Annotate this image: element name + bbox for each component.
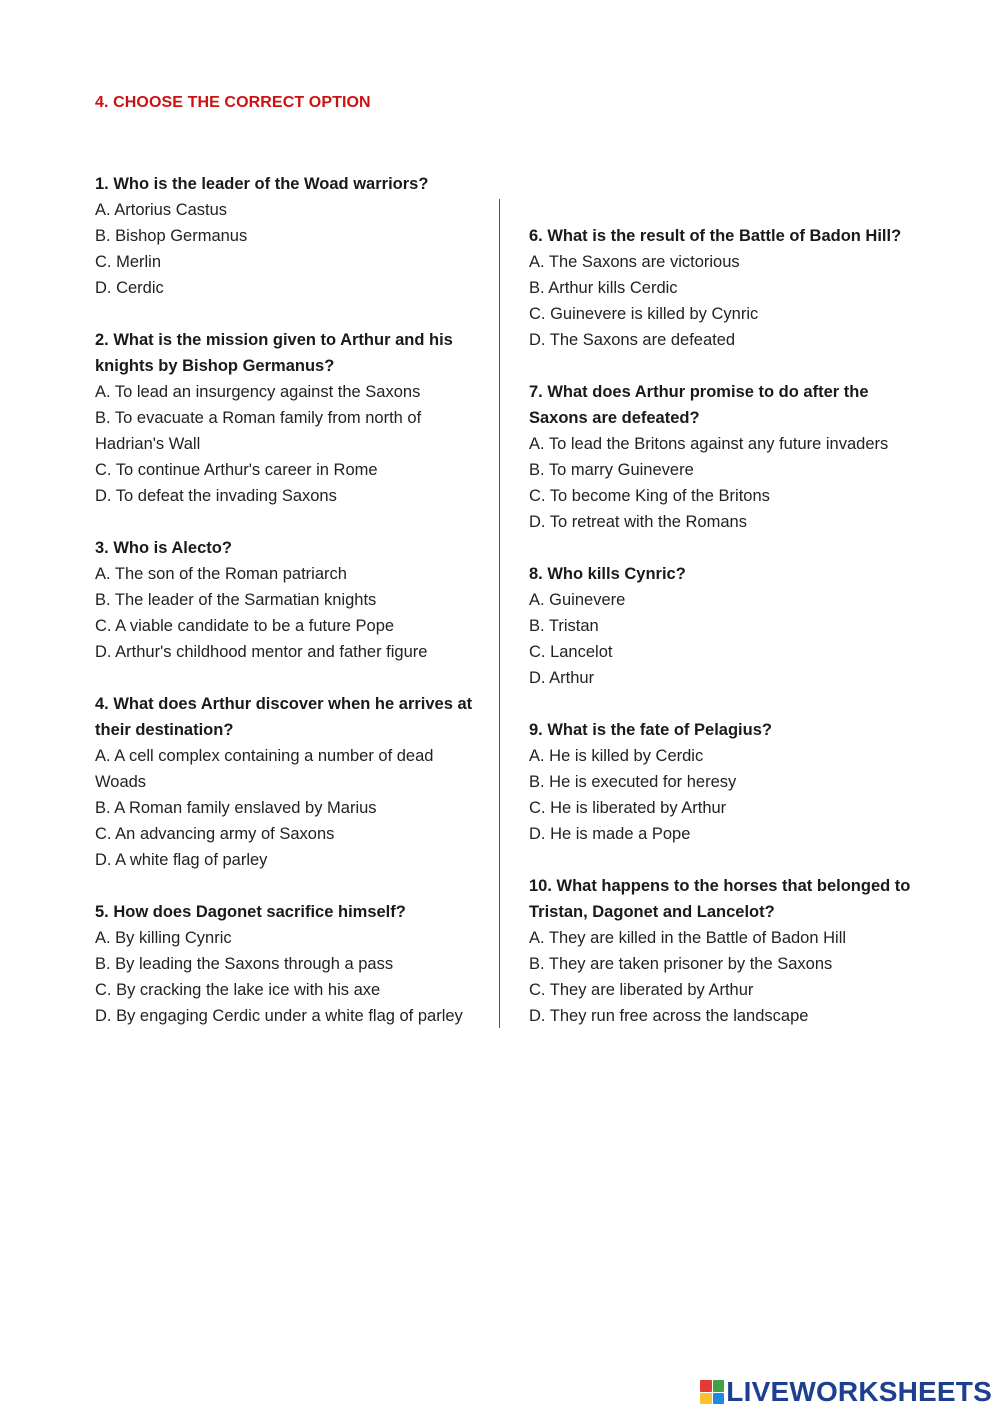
option-list bbox=[529, 249, 919, 353]
option-d[interactable]: D. By engaging Cerdic under a white flag of parley bbox=[95, 1007, 463, 1025]
logo-square-blue bbox=[713, 1393, 725, 1405]
option-c[interactable]: C. To continue Arthur's career in Rome bbox=[95, 461, 378, 479]
option-d[interactable]: D. They run free across the landscape bbox=[529, 1007, 809, 1025]
question-text: 8. Who kills Cynric? bbox=[529, 565, 686, 583]
option-a[interactable]: A. The Saxons are victorious bbox=[529, 253, 740, 271]
option-c[interactable]: C. To become King of the Britons bbox=[529, 487, 770, 505]
question-9 bbox=[529, 717, 919, 847]
logo-square-yellow bbox=[700, 1393, 712, 1405]
option-d[interactable]: D. Arthur's childhood mentor and father figure bbox=[95, 643, 428, 661]
question-8 bbox=[529, 561, 919, 691]
liveworksheets-watermark bbox=[700, 1377, 992, 1407]
option-list bbox=[95, 379, 475, 509]
option-a[interactable]: A. He is killed by Cerdic bbox=[529, 747, 704, 765]
option-b[interactable]: B. To marry Guinevere bbox=[529, 461, 694, 479]
question-6 bbox=[529, 223, 919, 353]
option-list bbox=[95, 561, 475, 665]
option-b[interactable]: B. A Roman family enslaved by Marius bbox=[95, 799, 377, 817]
question-text: 9. What is the fate of Pelagius? bbox=[529, 721, 772, 739]
option-list bbox=[95, 925, 475, 1029]
option-list bbox=[529, 743, 919, 847]
question-text: 3. Who is Alecto? bbox=[95, 539, 232, 557]
option-d[interactable]: D. He is made a Pope bbox=[529, 825, 691, 843]
question-4 bbox=[95, 691, 475, 873]
option-c[interactable]: C. They are liberated by Arthur bbox=[529, 981, 754, 999]
option-d[interactable]: D. A white flag of parley bbox=[95, 851, 268, 869]
logo-square-green bbox=[713, 1380, 725, 1392]
question-2 bbox=[95, 327, 475, 509]
option-b[interactable]: B. Tristan bbox=[529, 617, 599, 635]
option-b[interactable]: B. Arthur kills Cerdic bbox=[529, 279, 678, 297]
option-list bbox=[529, 431, 919, 535]
option-b[interactable]: B. Bishop Germanus bbox=[95, 227, 248, 245]
option-list bbox=[95, 197, 475, 301]
option-d[interactable]: D. To retreat with the Romans bbox=[529, 513, 747, 531]
logo-square-red bbox=[700, 1380, 712, 1392]
question-1 bbox=[95, 171, 475, 301]
column-divider bbox=[499, 199, 500, 1028]
option-a[interactable]: A. Artorius Castus bbox=[95, 201, 228, 219]
option-b[interactable]: B. He is executed for heresy bbox=[529, 773, 737, 791]
option-a[interactable]: A. To lead the Britons against any future invaders bbox=[529, 435, 889, 453]
option-a[interactable]: A. A cell complex containing a number of dead Woads bbox=[95, 747, 434, 791]
liveworksheets-logo-icon bbox=[700, 1380, 724, 1404]
left-question-column bbox=[95, 171, 475, 1055]
question-text: 4. What does Arthur discover when he arrives at their destination? bbox=[95, 695, 473, 739]
option-d[interactable]: D. Cerdic bbox=[95, 279, 164, 297]
page-title: 4. CHOOSE THE CORRECT OPTION bbox=[95, 94, 371, 111]
option-list bbox=[529, 925, 919, 1029]
option-d[interactable]: D. To defeat the invading Saxons bbox=[95, 487, 337, 505]
question-text: 2. What is the mission given to Arthur and his knights by Bishop Germanus? bbox=[95, 331, 453, 375]
option-c[interactable]: C. Merlin bbox=[95, 253, 162, 271]
option-c[interactable]: C. He is liberated by Arthur bbox=[529, 799, 727, 817]
option-list bbox=[529, 587, 919, 691]
question-text: 7. What does Arthur promise to do after the Saxons are defeated? bbox=[529, 383, 869, 427]
question-10 bbox=[529, 873, 919, 1029]
option-c[interactable]: C. An advancing army of Saxons bbox=[95, 825, 335, 843]
right-question-column bbox=[529, 223, 919, 1055]
option-a[interactable]: A. They are killed in the Battle of Badon Hill bbox=[529, 929, 847, 947]
option-a[interactable]: A. To lead an insurgency against the Saxons bbox=[95, 383, 421, 401]
question-7 bbox=[529, 379, 919, 535]
question-3 bbox=[95, 535, 475, 665]
option-b[interactable]: B. The leader of the Sarmatian knights bbox=[95, 591, 377, 609]
option-a[interactable]: A. By killing Cynric bbox=[95, 929, 232, 947]
watermark-text: LIVEWORKSHEETS bbox=[726, 1376, 992, 1407]
question-text: 10. What happens to the horses that belonged to Tristan, Dagonet and Lancelot? bbox=[529, 877, 911, 921]
option-c[interactable]: C. Guinevere is killed by Cynric bbox=[529, 305, 759, 323]
option-d[interactable]: D. Arthur bbox=[529, 669, 595, 687]
question-text: 5. How does Dagonet sacrifice himself? bbox=[95, 903, 406, 921]
question-text: 1. Who is the leader of the Woad warriors? bbox=[95, 175, 429, 193]
option-b[interactable]: B. They are taken prisoner by the Saxons bbox=[529, 955, 833, 973]
option-d[interactable]: D. The Saxons are defeated bbox=[529, 331, 736, 349]
option-list bbox=[95, 743, 475, 873]
option-c[interactable]: C. A viable candidate to be a future Pope bbox=[95, 617, 395, 635]
option-b[interactable]: B. To evacuate a Roman family from north of Hadrian's Wall bbox=[95, 409, 422, 453]
option-a[interactable]: A. Guinevere bbox=[529, 591, 626, 609]
option-c[interactable]: C. By cracking the lake ice with his axe bbox=[95, 981, 381, 999]
question-text: 6. What is the result of the Battle of Badon Hill? bbox=[529, 227, 902, 245]
option-c[interactable]: C. Lancelot bbox=[529, 643, 613, 661]
option-a[interactable]: A. The son of the Roman patriarch bbox=[95, 565, 347, 583]
option-b[interactable]: B. By leading the Saxons through a pass bbox=[95, 955, 394, 973]
question-5 bbox=[95, 899, 475, 1029]
